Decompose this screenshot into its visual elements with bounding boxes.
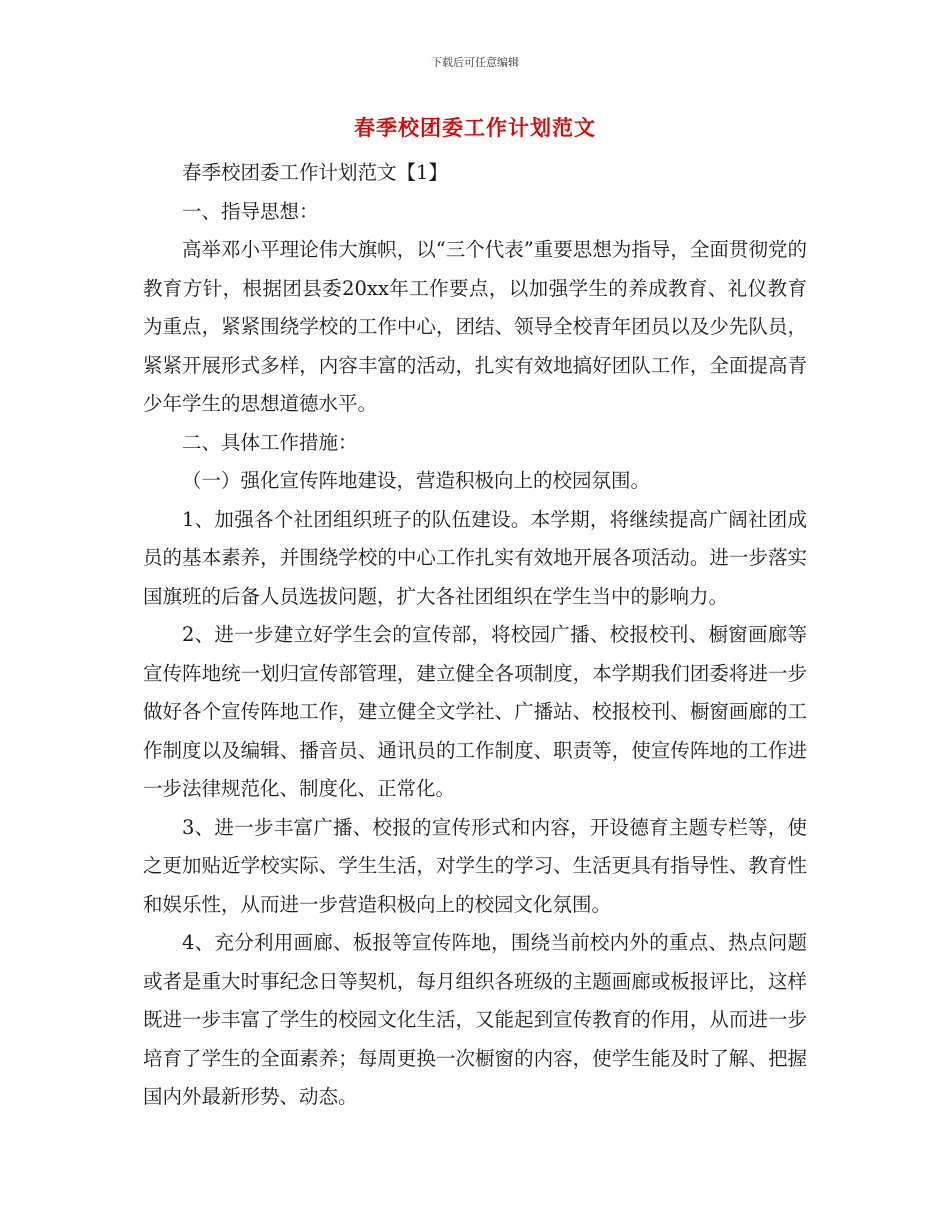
sub-heading: （一）强化宣传阵地建设，营造积极向上的校园氛围。 [182, 469, 651, 492]
body-paragraph: 2、进一步建立好学生会的宣传部，将校园广播、校报校刊、橱窗画廊等宣传阵地统一划归宣传部管理，建立健全各项制度，本学期我们团委将进一步做好各个宣传阵地工作，建立健全文学社、广播站、校报校刊、橱窗画廊的工作制度以及编辑、播音员、通讯员的工作制度、职责等，使宣传阵地的工作进一步法律规范化、制度化、正常化。 [143, 623, 807, 800]
header-note: 下载后可任意编辑 [431, 56, 519, 69]
body-paragraph: 3、进一步丰富广播、校报的宣传形式和内容，开设德育主题专栏等，使之更加贴近学校实际、学生生活，对学生的学习、生活更具有指导性、教育性和娱乐性，从而进一步营造积极向上的校园文化氛围。 [143, 815, 807, 916]
body-paragraph: 4、充分利用画廊、板报等宣传阵地，围绕当前校内外的重点、热点问题或者是重大时事纪念日等契机，每月组织各班级的主题画廊或板报评比，这样既进一步丰富了学生的校园文化生活，又能起到宣传教育的作用，从而进一步培育了学生的全面素养；每周更换一次橱窗的内容，使学生能及时了解、把握国内外最新形势、动态。 [143, 931, 807, 1108]
body-paragraph: 高举邓小平理论伟大旗帜，以“三个代表”重要思想为指导，全面贯彻党的教育方针，根据团县委20xx年工作要点，以加强学生的养成教育、礼仪教育为重点，紧紧围绕学校的工作中心，团结、领导全校青年团员以及少先队员，紧紧开展形式多样，内容丰富的活动，扎实有效地搞好团队工作，全面提高青少年学生的思想道德水平。 [143, 238, 807, 415]
document-body [143, 154, 807, 1117]
body-paragraph: 1、加强各个社团组织班子的队伍建设。本学期，将继续提高广阔社团成员的基本素养，并围绕学校的中心工作扎实有效地开展各项活动。进一步落实国旗班的后备人员选拔问题，扩大各社团组织在学生当中的影响力。 [143, 507, 807, 608]
document-title: 春季校团委工作计划范文 [354, 115, 596, 140]
section-heading: 二、具体工作措施： [182, 430, 358, 454]
section-heading: 春季校团委工作计划范文【1】 [182, 161, 448, 184]
section-heading: 一、指导思想： [182, 199, 319, 223]
